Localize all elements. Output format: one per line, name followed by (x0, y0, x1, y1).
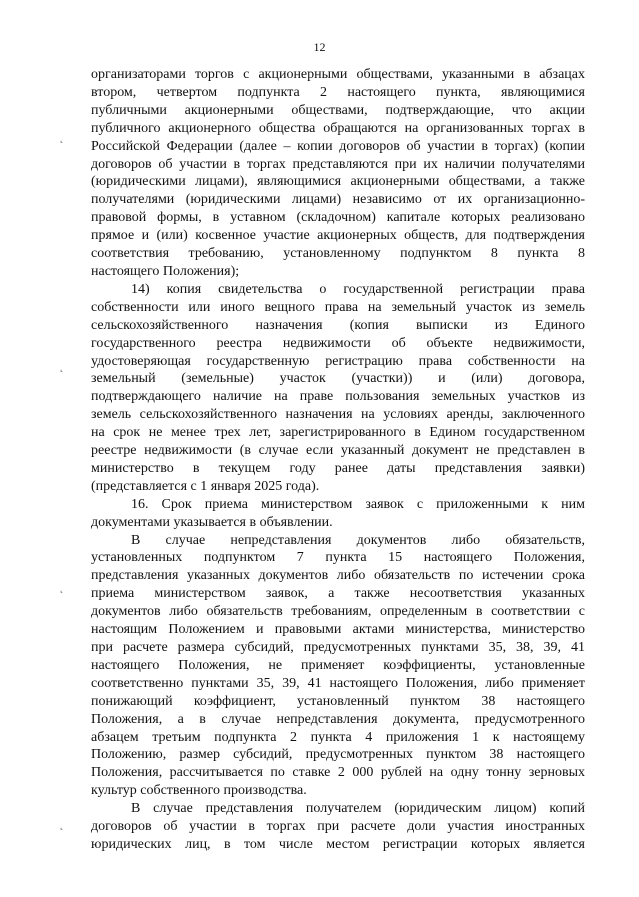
text-line: реестре недвижимости (в случае если указанный документ не представлен в (91, 443, 585, 459)
text-line: 16. Срок приема министерством заявок с приложенными к ним (131, 496, 585, 512)
text-line: договоров об участии в торгах при расчете доли участия иностранных (91, 819, 585, 835)
text-line: министерство в текущем году ранее даты представления заявки) (91, 460, 585, 476)
paragraph (91, 532, 585, 801)
text-line: на срок не менее трех лет, зарегистрированного в Едином государственном (91, 425, 585, 441)
scan-mark: ˛ (60, 583, 64, 594)
text-line: публичного акционерного общества обращаются на организованных торгах в (91, 120, 585, 136)
text-line: собственности или иного вещного права на земельный участок из земель (91, 299, 585, 315)
text-line: подтверждающего наличие на праве пользования земельных участков из (91, 389, 585, 405)
text-line: документов либо обязательств требованиям, определенным в соответствии с (91, 604, 585, 620)
text-line: В случае непредставления документов либо обязательств, (131, 532, 585, 548)
text-line: публичными акционерными обществами, подтверждающие, что акции (91, 102, 585, 118)
text-line: настоящего Положения, не применяет коэффициенты, установленные (91, 657, 585, 673)
text-line: при расчете размера субсидий, предусмотренных пунктами 35, 38, 39, 41 (91, 640, 585, 655)
paragraph (91, 496, 585, 532)
text-line: земельный (земельные) участок (участки)) и (или) договора, (91, 371, 585, 387)
text-line: договоров об участии в торгах представляются при их наличии получателями (91, 156, 585, 172)
text-line: сельскохозяйственного назначения (копия выписки из Единого (91, 317, 585, 333)
text-line: установленных подпунктом 7 пункта 15 настоящего Положения, (91, 550, 585, 566)
text-line: прямое и (или) косвенное участие акционерных обществ, для подтверждения (91, 228, 585, 244)
scan-mark: ˛ (60, 133, 64, 144)
text-line: государственного реестра недвижимости об объекте недвижимости, (91, 335, 585, 351)
text-line: соответственно пунктами 35, 39, 41 настоящего Положения, либо применяет (91, 675, 585, 691)
text-line: настоящего Положения); (91, 263, 240, 279)
scan-mark: ˛ (60, 820, 64, 831)
text-line: соответствия требованию, установленному подпунктом 8 пункта 8 (91, 246, 585, 262)
text-line: удостоверяющая государственную регистрацию права собственности на (91, 353, 585, 369)
text-line: юридических лиц, в том числе местом регистрации которых является (91, 836, 585, 852)
text-line: Положения, рассчитывается по ставке 2 000 рублей на одну тонну зерновых (91, 765, 585, 781)
text-line: Положения, а в случае непредставления документа, предусмотренного (91, 711, 585, 727)
text-line: приема министерством заявок, а также несоответствия указанных (91, 586, 585, 602)
text-line: получателями (юридическими лицами) независимо от их организационно- (91, 192, 585, 208)
text-line: земель сельскохозяйственного назначения на условиях аренды, заключенного (91, 407, 585, 423)
text-line: настоящим Положением и правовыми актами министерства, министерство (91, 622, 585, 638)
text-line: организаторами торгов с акционерными обществами, указанными в абзацах (91, 67, 585, 82)
text-line: В случае представления получателем (юридическим лицом) копий (131, 801, 585, 817)
text-line: правовой формы, в уставном (складочном) капитале которых реализовано (91, 210, 585, 226)
text-line: (представляется с 1 января 2025 года). (91, 478, 320, 494)
text-line: (юридическими лицами), являющимися акционерными обществами, а также (91, 174, 585, 190)
text-line: понижающий коэффициент, установленный пунктом 38 настоящего (91, 693, 585, 709)
text-line: документами указывается в объявлении. (91, 514, 333, 530)
paragraph (91, 281, 585, 496)
paragraph (91, 800, 585, 854)
paragraph (91, 66, 585, 281)
text-line: Российской Федерации (далее – копии договоров об участии в торгах) (копии (91, 138, 585, 154)
text-line: Положению, размер субсидий, предусмотренных пунктом 38 настоящего (91, 747, 585, 763)
text-line: 14) копия свидетельства о государственной регистрации права (131, 281, 585, 297)
text-line: втором, четвертом подпункта 2 настоящего пункта, являющимися (91, 84, 585, 100)
page-number: 12 (313, 40, 326, 54)
scan-mark: ˛ (60, 362, 64, 373)
text-line: культур собственного производства. (91, 783, 307, 799)
text-line: абзацем третьим подпункта 2 пункта 4 приложения 1 к настоящему (91, 729, 585, 745)
document-body (91, 66, 585, 854)
text-line: представления указанных документов либо обязательств по истечении срока (91, 568, 585, 584)
